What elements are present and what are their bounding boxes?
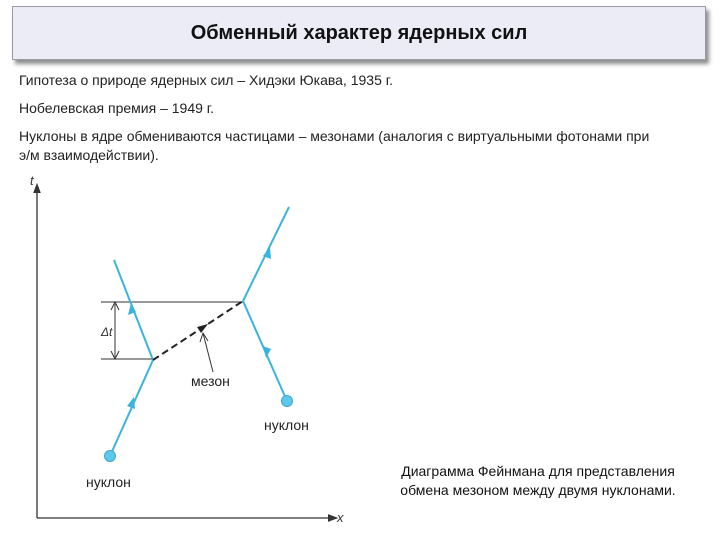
nucleon-left-arrow-lower: [127, 397, 135, 409]
exchange-text: Нуклоны в ядре обмениваются частицами – мезонами (аналогия с виртуальными фотонами при э/м взаимодействии).: [19, 128, 650, 163]
nucleon-left-line-lower: [110, 360, 153, 456]
nobel-prize-text: Нобелевская премия – 1949 г.: [19, 100, 215, 116]
meson-pointer: [203, 333, 213, 372]
diagram-caption: [368, 462, 708, 500]
delta-t-symbol: t: [109, 325, 113, 339]
meson-arrow: [197, 324, 208, 333]
nucleon-left-label: нуклон: [86, 474, 131, 490]
meson-label: мезон: [191, 373, 230, 389]
caption-line-2: обмена мезоном между двумя нуклонами.: [400, 482, 676, 498]
x-axis-label: x: [337, 510, 344, 525]
caption-line-1: Диаграмма Фейнмана для представления: [401, 463, 675, 479]
hypothesis-text: Гипотеза о природе ядерных сил – Хидэки Юкава, 1935 г.: [19, 72, 394, 88]
t-axis-label: t: [30, 173, 34, 188]
slide-title: Обменный характер ядерных сил: [190, 21, 528, 44]
nucleon-right-dot: [282, 396, 293, 407]
meson-line: [153, 301, 243, 360]
nucleon-left-dot: [105, 451, 116, 462]
nucleon-right-label: нуклон: [264, 417, 309, 433]
delta-symbol: Δ: [101, 325, 110, 339]
